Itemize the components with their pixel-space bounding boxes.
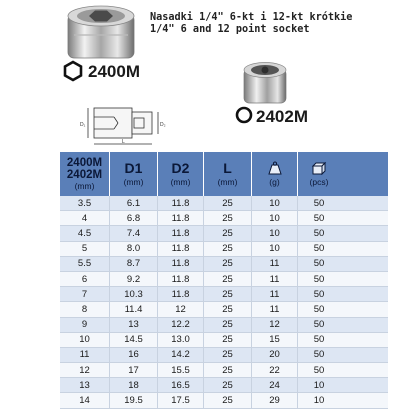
table-row: [60, 333, 388, 348]
cell-qty: 50: [313, 243, 325, 255]
table-row: [60, 393, 388, 408]
header-l-label: L: [223, 160, 232, 176]
table-row: [60, 242, 388, 257]
cell-size: 5: [60, 242, 110, 256]
table-row: [60, 348, 388, 363]
cell-l: 25: [204, 257, 252, 271]
cell-d1: 16: [110, 348, 158, 362]
spec-table: [60, 152, 388, 409]
weight-icon: [267, 161, 283, 175]
cell-l: 25: [204, 363, 252, 377]
diagram-l-label: L: [122, 139, 125, 145]
table-row: [60, 272, 388, 287]
cell-qty: 10: [313, 379, 325, 391]
cell-d2: 11.8: [158, 226, 204, 240]
cell-weight: 20: [252, 348, 298, 362]
table-row: [60, 226, 388, 241]
cell-d2: 14.2: [158, 348, 204, 362]
cell-qty: 50: [313, 364, 325, 376]
cell-l: 25: [204, 318, 252, 332]
table-row: [60, 318, 388, 333]
cell-size: 4.5: [60, 226, 110, 240]
cell-qty: 50: [313, 258, 325, 270]
cell-l: 25: [204, 242, 252, 256]
header-l: [204, 152, 252, 196]
cell-size: 14: [60, 393, 110, 407]
header-d1-unit: (mm): [123, 177, 144, 187]
table-row: [60, 378, 388, 393]
title-polish: Nasadki 1/4" 6-kt i 12-kt krótkie: [150, 12, 353, 23]
cell-d2: 11.8: [158, 257, 204, 271]
cell-d1: 14.5: [110, 333, 158, 347]
cell-size: 12: [60, 363, 110, 377]
header-model-2402m: 2402M: [66, 169, 103, 181]
cell-d2: 17.5: [158, 393, 204, 407]
cell-d1: 17: [110, 363, 158, 377]
diagram-d1-label: D₁: [80, 122, 86, 128]
cell-l: 25: [204, 348, 252, 362]
cell-qty: 10: [313, 395, 325, 407]
cell-d1: 19.5: [110, 393, 158, 407]
cell-weight: 22: [252, 363, 298, 377]
cell-size: 10: [60, 333, 110, 347]
cell-d2: 11.8: [158, 211, 204, 225]
dodec-socket-image: [236, 60, 294, 106]
cell-qty: 50: [313, 349, 325, 361]
cell-d1: 8.0: [110, 242, 158, 256]
header-weight-unit: (g): [269, 177, 280, 187]
cell-qty: 50: [313, 288, 325, 300]
cell-weight: 11: [252, 257, 298, 271]
cell-l: 25: [204, 378, 252, 392]
header-model-2400m: 2400M: [66, 157, 103, 169]
cell-qty: 50: [313, 197, 325, 209]
cell-d1: 6.8: [110, 211, 158, 225]
header-weight: [252, 152, 298, 196]
cell-weight: 10: [252, 226, 298, 240]
cell-d2: 11.8: [158, 196, 204, 210]
table-row: [60, 196, 388, 211]
cell-d2: 15.5: [158, 363, 204, 377]
cell-qty: 50: [313, 212, 325, 224]
header-models: [60, 152, 110, 196]
cell-size: 9: [60, 318, 110, 332]
cell-d2: 11.8: [158, 272, 204, 286]
cell-qty: 50: [313, 227, 325, 239]
cell-qty: 50: [313, 303, 325, 315]
cell-weight: 15: [252, 333, 298, 347]
table-body: [60, 196, 388, 409]
cell-weight: 10: [252, 242, 298, 256]
header-qty: [298, 152, 342, 196]
cell-weight: 24: [252, 378, 298, 392]
dimension-diagram: [74, 100, 170, 148]
cell-l: 25: [204, 226, 252, 240]
table-row: [60, 302, 388, 317]
table-header: [60, 152, 388, 196]
model-2402m-label: 2402M: [256, 107, 308, 126]
cell-d1: 10.3: [110, 287, 158, 301]
cell-d2: 12.2: [158, 318, 204, 332]
cell-qty: 50: [313, 334, 325, 346]
cell-size: 5.5: [60, 257, 110, 271]
cell-d1: 6.1: [110, 196, 158, 210]
hexagon-icon: [62, 60, 84, 82]
cell-d1: 18: [110, 378, 158, 392]
cell-weight: 10: [252, 196, 298, 210]
cell-weight: 29: [252, 393, 298, 407]
cell-l: 25: [204, 287, 252, 301]
cell-size: 8: [60, 302, 110, 316]
cell-weight: 11: [252, 302, 298, 316]
model-2400m-label: 2400M: [88, 62, 140, 81]
package-icon: [311, 161, 327, 175]
header-l-unit: (mm): [217, 177, 238, 187]
cell-size: 11: [60, 348, 110, 362]
twelve-point-icon: [234, 105, 254, 125]
hex-socket-image: [62, 4, 140, 60]
cell-qty: 50: [313, 319, 325, 331]
cell-qty: 50: [313, 273, 325, 285]
table-row: [60, 211, 388, 226]
header-d1: [110, 152, 158, 196]
cell-l: 25: [204, 302, 252, 316]
cell-size: 13: [60, 378, 110, 392]
cell-weight: 12: [252, 318, 298, 332]
cell-d2: 11.8: [158, 287, 204, 301]
cell-d2: 13.0: [158, 333, 204, 347]
cell-size: 6: [60, 272, 110, 286]
title-english: 1/4" 6 and 12 point socket: [150, 24, 310, 35]
cell-d2: 16.5: [158, 378, 204, 392]
header-d2-unit: (mm): [170, 177, 191, 187]
cell-l: 25: [204, 196, 252, 210]
cell-l: 25: [204, 393, 252, 407]
cell-size: 7: [60, 287, 110, 301]
cell-size: 3.5: [60, 196, 110, 210]
cell-l: 25: [204, 272, 252, 286]
header-d2: [158, 152, 204, 196]
header-qty-unit: (pcs): [309, 177, 329, 187]
cell-weight: 11: [252, 272, 298, 286]
cell-d1: 7.4: [110, 226, 158, 240]
table-row: [60, 257, 388, 272]
cell-d2: 12: [158, 302, 204, 316]
header-d1-label: D1: [124, 160, 143, 176]
cell-size: 4: [60, 211, 110, 225]
cell-l: 25: [204, 333, 252, 347]
cell-d1: 11.4: [110, 302, 158, 316]
cell-weight: 10: [252, 211, 298, 225]
table-row: [60, 363, 388, 378]
cell-d1: 8.7: [110, 257, 158, 271]
diagram-d2-label: D₂: [160, 122, 166, 128]
table-row: [60, 287, 388, 302]
cell-d2: 11.8: [158, 242, 204, 256]
cell-weight: 11: [252, 287, 298, 301]
cell-l: 25: [204, 211, 252, 225]
cell-d1: 9.2: [110, 272, 158, 286]
header-models-unit: (mm): [74, 181, 95, 191]
header-d2-label: D2: [171, 160, 190, 176]
cell-d1: 13: [110, 318, 158, 332]
